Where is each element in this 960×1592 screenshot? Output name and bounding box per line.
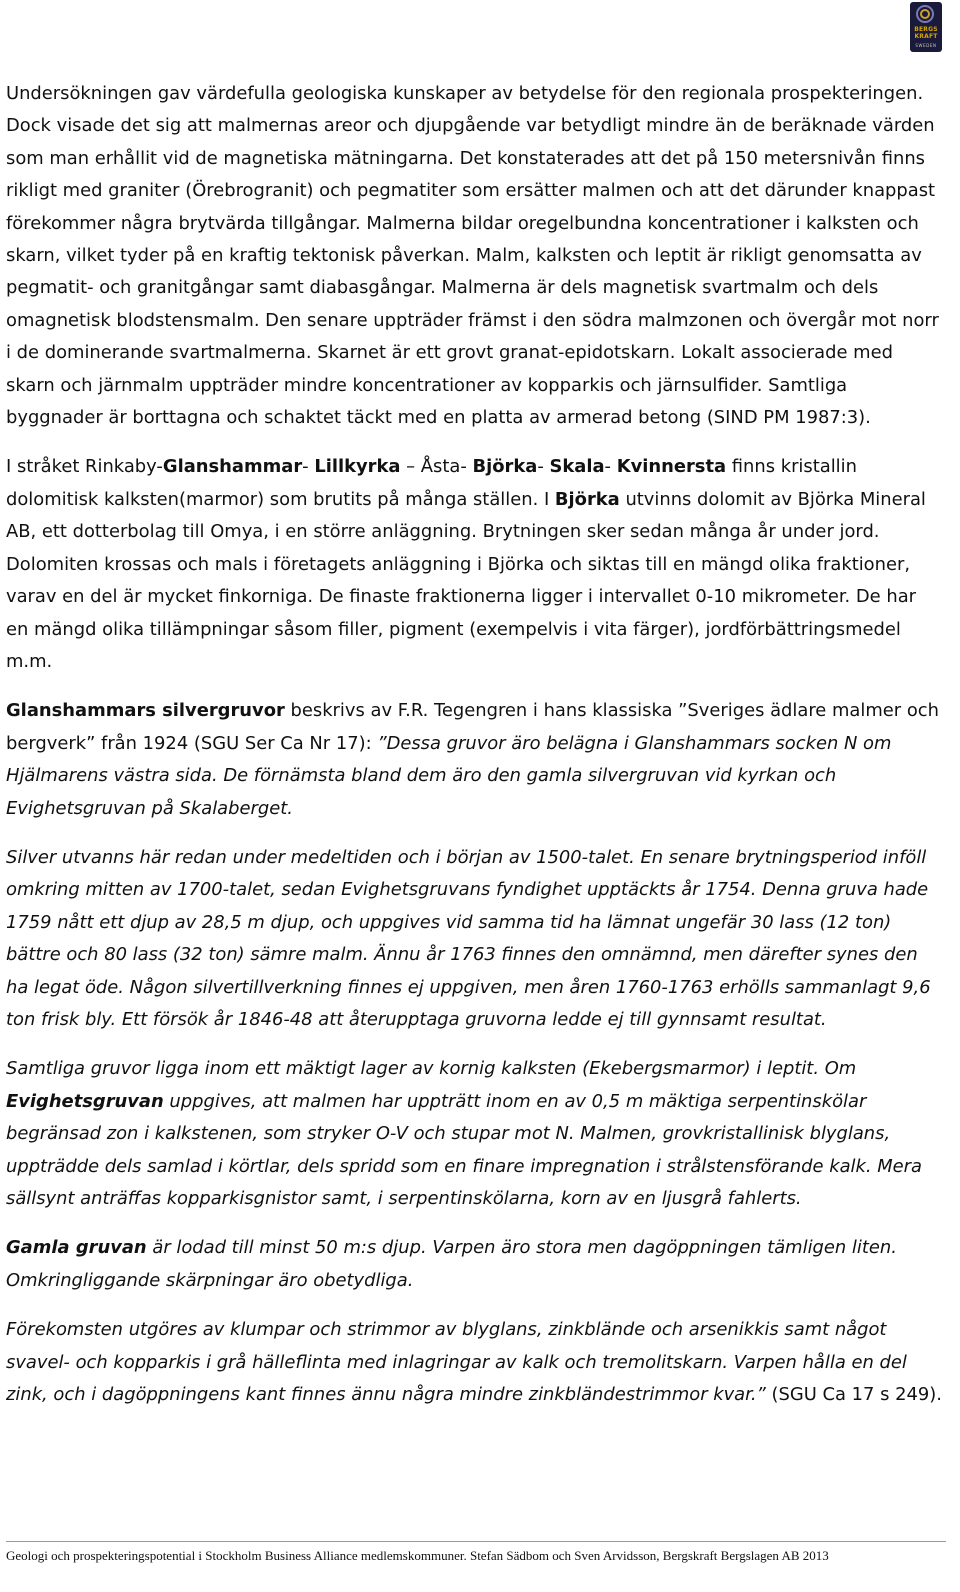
paragraph-dolomite bbox=[6, 451, 944, 678]
place-bjorka: Björka bbox=[472, 456, 538, 478]
page-footer: Geologi och prospekteringspotential i Stockholm Business Alliance medlemskommuner. Stefan Sädbom och Sven Arvidsson, Bergskraft Bergslagen AB 2013 bbox=[6, 1548, 829, 1563]
place-skala: Skala bbox=[549, 456, 605, 478]
logo-text-bergs: BERGS bbox=[914, 26, 938, 33]
paragraph-occurrence bbox=[6, 1314, 944, 1411]
paragraph-text: finns kristallin dolomitisk kalksten(marmor) som brutits på många ställen. I bbox=[6, 456, 857, 510]
logo-text-sweden: SWEDEN bbox=[915, 43, 937, 48]
quote-text: ”Dessa gruvor äro belägna i Glanshammars socken N om Hjälmarens västra sida. De förnämsta bland dem äro den gamla silvergruvan vid kyrkan och Evighetsgruvan på Skalaberget. bbox=[6, 732, 892, 819]
term-evighetsgruvan: Evighetsgruvan bbox=[6, 1090, 164, 1112]
quote-text: uppgives, att malmen har uppträtt inom en av 0,5 m mäktiga serpentinskölar begränsad zon i kalkstenen, som stryker O-V och stupar mot N. Malmen, grovkristallinisk blyglans, uppträdde dels samlad i körtlar, dels spridd som en finare impregnation i strålstensförande kalk. Mera sällsynt anträffas kopparkisgnistor samt, i serpentinskölarna, korn av en ljusgrå fahlerts. bbox=[6, 1090, 923, 1209]
quote-text: Förekomsten utgöres av klumpar och strimmor av blyglans, zinkblände och arsenikkis samt något svavel- och kopparkis i grå hälleflinta med inlagringar av kalk och tremolitskarn. Varpen hålla en del zink, och i dagöppningens kant finnes ännu några mindre zinkbländestrimmor kvar.” bbox=[6, 1319, 907, 1406]
paragraph-text: utvinns dolomit av Björka Mineral AB, ett dotterbolag till Omya, i en större anläggning. Brytningen sker sedan många år under jord. Dolomiten krossas och mals i företagets anläggning i Björka och siktas till en mängd olika fraktioner, varav en del är mycket finkorniga. De finaste fraktionerna ligger i intervallet 0-10 mikrometer. De har en mängd olika tillämpningar såsom filler, pigment (exempelvis i vita färger), jordförbättringsmedel m.m. bbox=[6, 488, 926, 672]
place-bjorka-2: Björka bbox=[554, 488, 620, 510]
paragraph-gamla-gruvan bbox=[6, 1232, 944, 1297]
paragraph-limestone bbox=[6, 1053, 944, 1215]
paragraph-text: - bbox=[302, 456, 315, 478]
paragraph-text: - bbox=[537, 456, 550, 478]
document-body bbox=[6, 78, 944, 1428]
paragraph-silver-history bbox=[6, 842, 944, 1036]
quote-text: Silver utvanns här redan under medeltiden och i början av 1500-talet. En senare brytningsperiod inföll omkring mitten av 1700-talet, sedan Evighetsgruvans fyndighet upptäckts år 1754. Denna gruva hade 1759 nått ett djup av 28,5 m djup, och uppgives vid samma tid ha lämnat ungefär 30 lass (12 ton) bättre och 80 lass (32 ton) sämre malm. Ännu år 1763 finnes den omnämnd, men därefter synes den ha legat öde. Någon silvertillverkning finnes ej uppgiven, men åren 1760-1763 erhölls sammanlagt 9,6 ton frisk bly. Ett försök år 1846-48 att återupptaga gruvorna ledde ej till gynnsamt resultat. bbox=[6, 846, 931, 1030]
paragraph-text: – Åsta- bbox=[400, 456, 473, 478]
logo-inner-ring bbox=[920, 9, 930, 19]
place-lillkyrka: Lillkyrka bbox=[314, 456, 401, 478]
term-gamla-gruvan: Gamla gruvan bbox=[6, 1237, 147, 1259]
heading-glanshammars-silvergruvor: Glanshammars silvergruvor bbox=[6, 700, 285, 722]
paragraph-silver-mines bbox=[6, 695, 944, 825]
bergskraft-logo bbox=[910, 2, 942, 52]
paragraph-text: Undersökningen gav värdefulla geologiska kunskaper av betydelse för den regionala prospekteringen. Dock visade det sig att malmernas areor och djupgående var betydligt mindre än de beräknade värden som man erhållit vid de magnetiska mätningarna. Det konstaterades att det på 150 metersnivån finns rikligt med graniter (Örebrogranit) och pegmatiter som ersätter malmen och att det därunder knappast förekommer några brytvärda tillgångar. Malmerna bildar oregelbundna koncentrationer i kalksten och skarn, vilket tyder på en kraftig tektonisk påverkan. Malm, kalksten och leptit är rikligt genomsatta av pegmatit- och granitgångar samt diabasgångar. Malmerna är dels magnetisk svartmalm och dels omagnetisk blodstensmalm. Den senare uppträder främst i den södra malmzonen och övergår mot norr i de dominerande svartmalmerna. Skarnet är ett grovt granat-epidotskarn. Lokalt associerade med skarn och järnmalm uppträder mindre koncentrationer av kopparkis och järnsulfider. Samtliga byggnader är borttagna och schaktet täckt med en platta av armerad betong (SIND PM 1987:3). bbox=[6, 83, 939, 429]
paragraph-text: beskrivs av F.R. Tegengren i hans klassiska ”Sveriges ädlare malmer och bergverk” från 1924 (SGU Ser Ca Nr 17): bbox=[6, 700, 939, 754]
citation: (SGU Ca 17 s 249). bbox=[765, 1384, 942, 1406]
logo-text-kraft: KRAFT bbox=[914, 33, 938, 40]
quote-text: är lodad till minst 50 m:s djup. Varpen äro stora men dagöppningen tämligen liten. Omkringliggande skärpningar äro obetydliga. bbox=[6, 1237, 897, 1291]
quote-text: Samtliga gruvor ligga inom ett mäktigt lager av kornig kalksten (Ekebergsmarmor) i leptit. Om bbox=[6, 1058, 857, 1080]
paragraph-mining-results bbox=[6, 78, 944, 434]
paragraph-text: I stråket Rinkaby- bbox=[6, 456, 163, 478]
footer-divider bbox=[6, 1541, 946, 1542]
place-kvinnersta: Kvinnersta bbox=[616, 456, 727, 478]
place-glanshammar: Glanshammar bbox=[162, 456, 303, 478]
paragraph-text: - bbox=[604, 456, 617, 478]
